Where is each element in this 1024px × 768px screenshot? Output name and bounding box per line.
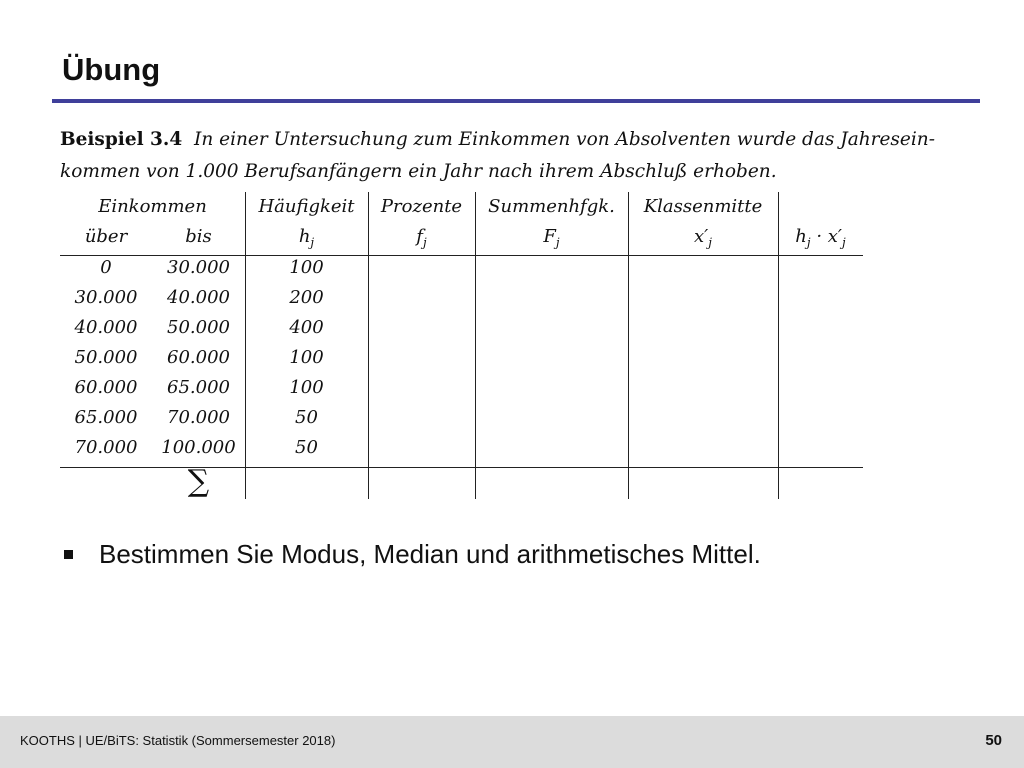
x-letter: x′ (694, 226, 709, 247)
cell-h: 50 (295, 437, 318, 458)
title-underline (52, 99, 980, 103)
sum-symbol: ∑ (187, 464, 210, 499)
cell-h: 50 (295, 407, 318, 428)
h-letter: h (795, 226, 807, 247)
subscript-j: j (708, 235, 712, 250)
page-number: 50 (985, 732, 1002, 749)
cell-bis: 60.000 (167, 347, 230, 368)
header-bis: bis (185, 226, 212, 247)
footer-bar (0, 716, 1024, 768)
example-line-1 (60, 124, 980, 156)
cell-ueber: 70.000 (74, 437, 138, 458)
task-bullet (64, 539, 761, 570)
header-haeufigkeit: Häufigkeit (258, 196, 355, 217)
frequency-table (60, 192, 863, 499)
cell-bis: 40.000 (167, 287, 230, 308)
header-ueber: über (84, 226, 128, 247)
cell-ueber: 30.000 (74, 287, 138, 308)
cell-h: 400 (289, 317, 324, 338)
header-summenhfgk: Summenhfgk. (488, 196, 615, 217)
h-letter: h (298, 226, 311, 247)
header-product-symbol (778, 226, 863, 250)
slide-title: Übung (62, 52, 161, 87)
table-header-rule (60, 255, 863, 256)
cell-ueber: 60.000 (74, 377, 138, 398)
header-einkommen: Einkommen (98, 196, 207, 217)
cell-h: 200 (289, 287, 324, 308)
cell-bis: 50.000 (167, 317, 230, 338)
f-letter: f (416, 226, 423, 247)
subscript-j: j (310, 235, 315, 250)
header-prozente: Prozente (380, 196, 463, 217)
example-line-2: kommen von 1.000 Berufsanfängern ein Jahr nach ihrem Abschluß erhoben. (60, 161, 777, 182)
footer-course: KOOTHS | UE/BiTS: Statistik (Sommersemester 2018) (20, 733, 336, 748)
cell-ueber: 50.000 (74, 347, 138, 368)
cell-h: 100 (289, 257, 324, 278)
x-letter: · x′ (816, 226, 842, 247)
subscript-j: j (806, 235, 811, 250)
cell-ueber: 0 (100, 257, 112, 278)
header-F-symbol (475, 226, 628, 250)
F-letter: F (543, 226, 556, 247)
cell-h: 100 (289, 347, 324, 368)
example-line-1-text: In einer Untersuchung zum Einkommen von Absolventen wurde das Jahresein- (194, 129, 935, 150)
task-text: Bestimmen Sie Modus, Median und arithmetisches Mittel. (99, 539, 761, 569)
subscript-j: j (422, 235, 427, 250)
header-f-symbol (368, 226, 475, 250)
cell-h: 100 (289, 377, 324, 398)
cell-bis: 70.000 (167, 407, 230, 428)
example-label: Beispiel 3.4 (60, 129, 183, 150)
example-text (60, 124, 980, 188)
header-x-symbol (628, 226, 778, 250)
cell-ueber: 65.000 (74, 407, 138, 428)
cell-bis: 65.000 (167, 377, 230, 398)
subscript-j: j (555, 235, 560, 250)
cell-ueber: 40.000 (74, 317, 138, 338)
bullet-square-icon (64, 550, 73, 559)
cell-bis: 30.000 (167, 257, 230, 278)
header-klassenmitte: Klassenmitte (643, 196, 763, 217)
cell-bis: 100.000 (161, 437, 236, 458)
subscript-j: j (842, 235, 846, 250)
header-h-symbol (245, 226, 368, 250)
